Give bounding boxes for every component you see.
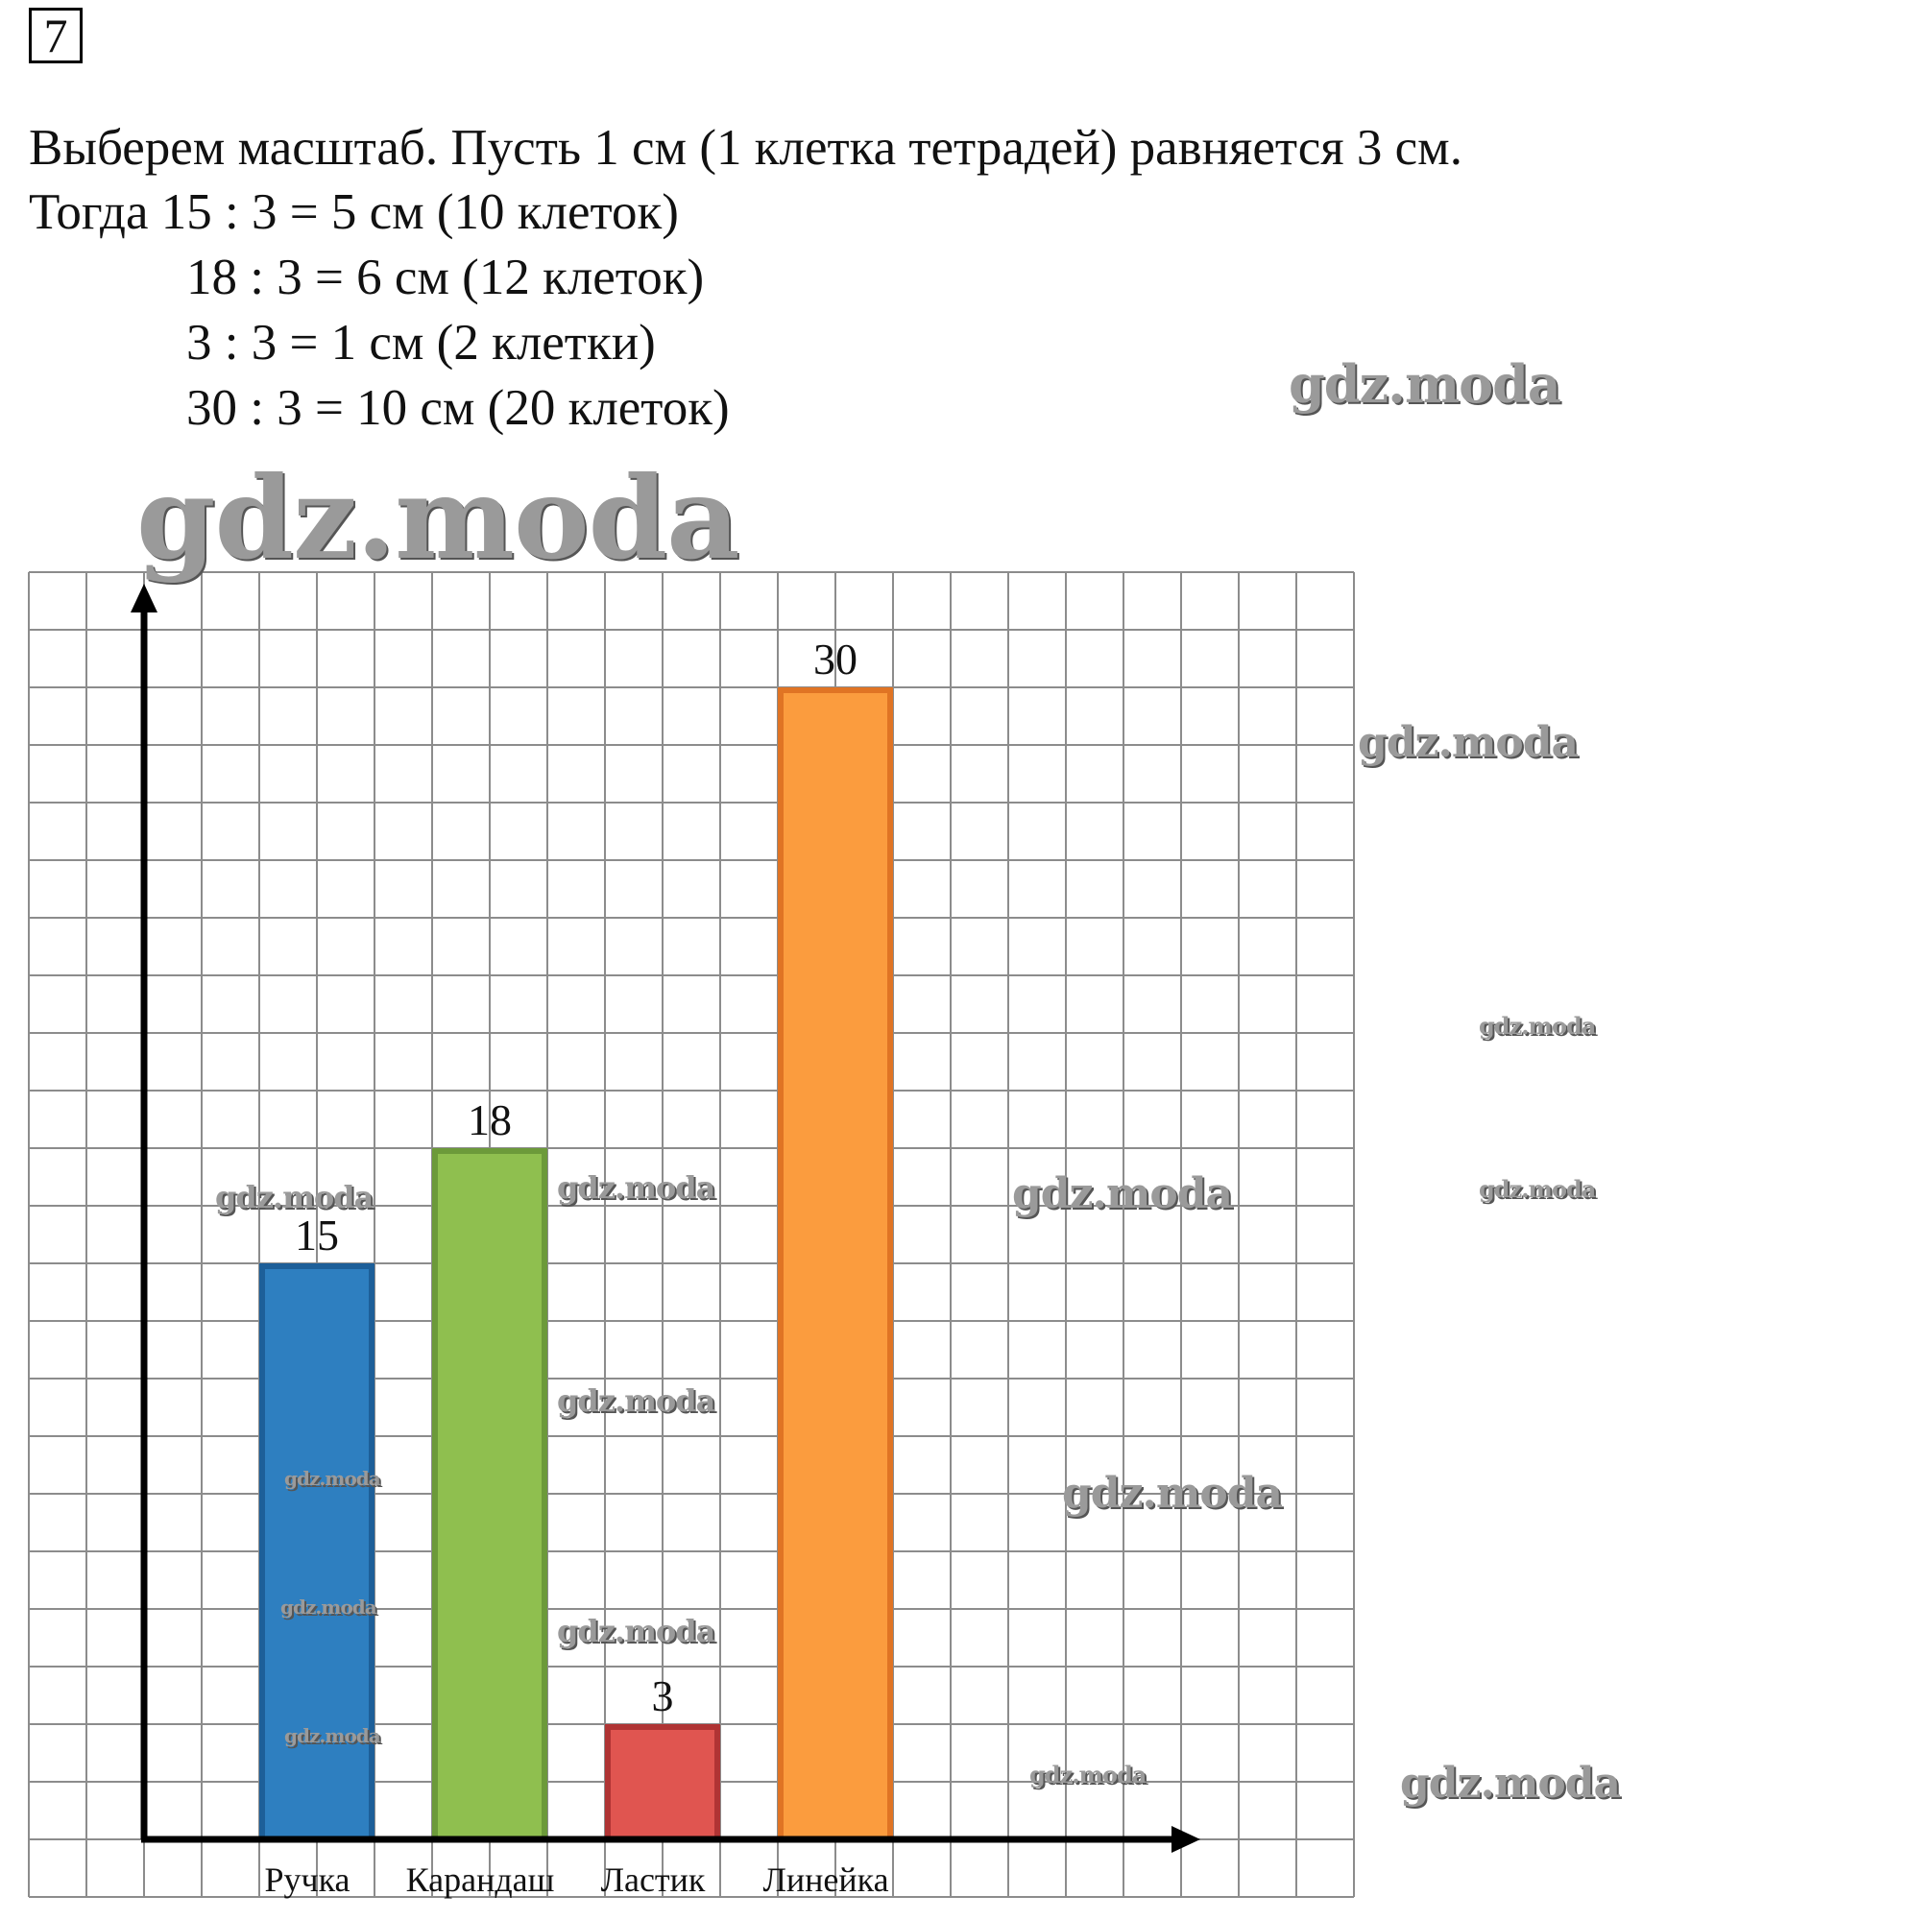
watermark: gdz.moda <box>1029 1761 1147 1788</box>
x-axis-arrow-icon <box>1171 1826 1200 1853</box>
category-label: Ручка <box>264 1860 350 1899</box>
bar-1 <box>262 1266 372 1839</box>
watermark: gdz.moda <box>557 1613 715 1649</box>
watermark: gdz.moda <box>557 1169 715 1206</box>
scale-text: Выберем масштаб. Пусть 1 см (1 клетка тетрадей) равняется 3 см. <box>29 120 1462 176</box>
watermark: gdz.moda <box>1479 1175 1596 1203</box>
watermark: gdz.moda <box>284 1724 380 1747</box>
category-label: Линейка <box>762 1860 889 1899</box>
bar-value-label: 3 <box>651 1671 674 1720</box>
watermark: gdz.moda <box>1289 353 1560 415</box>
bar-value-label: 30 <box>813 635 857 684</box>
watermark: gdz.moda <box>280 1596 376 1619</box>
watermark: gdz.moda <box>557 1382 715 1419</box>
watermark-large: gdz.moda <box>136 451 739 585</box>
bar-4 <box>781 690 890 1839</box>
bar-2 <box>435 1151 544 1839</box>
watermark: gdz.moda <box>1062 1469 1283 1518</box>
watermark: gdz.moda <box>1358 718 1579 767</box>
watermark: gdz.moda <box>1479 1012 1596 1040</box>
y-axis-arrow-icon <box>131 584 157 612</box>
bar-value-label: 18 <box>468 1095 512 1144</box>
watermark: gdz.moda <box>284 1467 380 1490</box>
calc-line-4: 30 : 3 = 10 см (20 клеток) <box>186 380 730 436</box>
watermark: gdz.moda <box>1400 1759 1621 1808</box>
calc-line-3: 3 : 3 = 1 см (2 клетки) <box>186 315 656 371</box>
category-label: Карандаш <box>405 1860 555 1899</box>
bar-value-label: 15 <box>295 1211 339 1260</box>
watermark: gdz.moda <box>215 1179 374 1215</box>
calc-line-2: 18 : 3 = 6 см (12 клеток) <box>186 250 705 305</box>
task-number: 7 <box>29 8 83 63</box>
bar-3 <box>608 1727 717 1839</box>
watermark: gdz.moda <box>1012 1169 1233 1218</box>
calc-line-1: Тогда 15 : 3 = 5 см (10 клеток) <box>29 184 679 240</box>
category-label: Ластик <box>600 1860 706 1899</box>
